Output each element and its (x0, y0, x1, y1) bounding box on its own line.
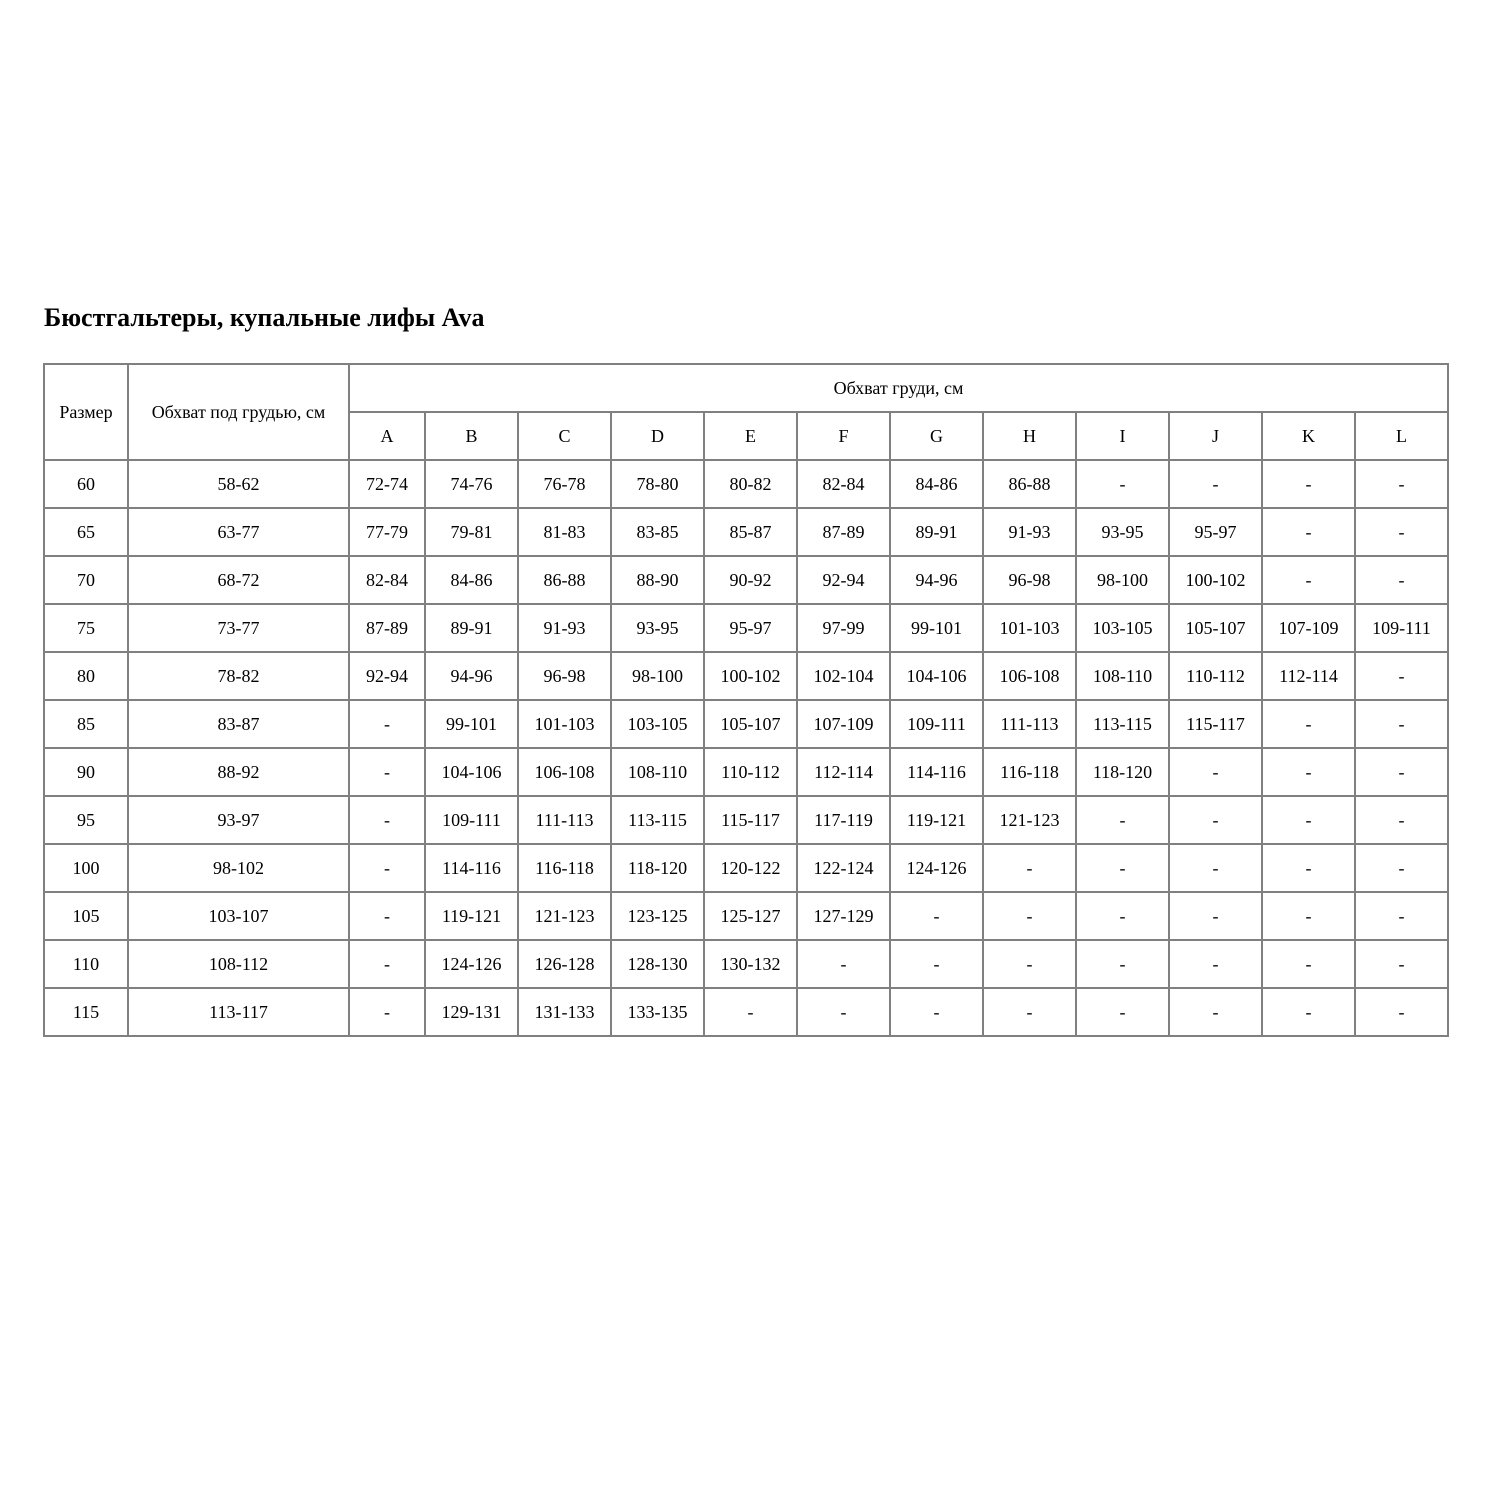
cup-range-cell: 106-108 (518, 748, 611, 796)
cup-range-cell: 112-114 (797, 748, 890, 796)
cup-range-cell: 87-89 (349, 604, 425, 652)
cup-range-cell: 111-113 (518, 796, 611, 844)
cup-range-cell: 79-81 (425, 508, 518, 556)
table-row (44, 700, 1448, 748)
cup-range-cell: 83-85 (611, 508, 704, 556)
cup-range-cell: - (1076, 796, 1169, 844)
size-cell: 110 (44, 940, 128, 988)
cup-range-cell: 109-111 (425, 796, 518, 844)
size-cell: 80 (44, 652, 128, 700)
cup-range-cell: - (349, 844, 425, 892)
cup-range-cell: - (1355, 796, 1448, 844)
header-cup-c: C (518, 412, 611, 460)
header-cup-b: B (425, 412, 518, 460)
cup-range-cell: 128-130 (611, 940, 704, 988)
size-cell: 115 (44, 988, 128, 1036)
cup-range-cell: 113-115 (611, 796, 704, 844)
cup-range-cell: 113-115 (1076, 700, 1169, 748)
cup-range-cell: - (1355, 748, 1448, 796)
cup-range-cell: 110-112 (1169, 652, 1262, 700)
cup-range-cell: 84-86 (425, 556, 518, 604)
cup-range-cell: - (704, 988, 797, 1036)
header-cup-i: I (1076, 412, 1169, 460)
size-cell: 105 (44, 892, 128, 940)
cup-range-cell: 98-100 (1076, 556, 1169, 604)
cup-range-cell: - (1076, 988, 1169, 1036)
table-row (44, 652, 1448, 700)
cup-range-cell: 133-135 (611, 988, 704, 1036)
cup-range-cell: 116-118 (518, 844, 611, 892)
header-cup-h: H (983, 412, 1076, 460)
underbust-cell: 78-82 (128, 652, 349, 700)
underbust-cell: 93-97 (128, 796, 349, 844)
cup-range-cell: 105-107 (704, 700, 797, 748)
cup-range-cell: 131-133 (518, 988, 611, 1036)
cup-range-cell: - (1169, 460, 1262, 508)
table-row (44, 460, 1448, 508)
cup-range-cell: 129-131 (425, 988, 518, 1036)
cup-range-cell: - (1355, 700, 1448, 748)
cup-range-cell: - (1355, 652, 1448, 700)
cup-range-cell: - (797, 940, 890, 988)
cup-range-cell: 108-110 (1076, 652, 1169, 700)
cup-range-cell: 109-111 (890, 700, 983, 748)
cup-range-cell: - (349, 748, 425, 796)
cup-range-cell: 116-118 (983, 748, 1076, 796)
cup-range-cell: 110-112 (704, 748, 797, 796)
cup-range-cell: - (983, 892, 1076, 940)
cup-range-cell: - (1355, 508, 1448, 556)
cup-range-cell: 93-95 (611, 604, 704, 652)
cup-range-cell: 72-74 (349, 460, 425, 508)
underbust-cell: 103-107 (128, 892, 349, 940)
cup-range-cell: - (983, 940, 1076, 988)
size-cell: 75 (44, 604, 128, 652)
cup-range-cell: - (349, 988, 425, 1036)
table-row (44, 748, 1448, 796)
cup-range-cell: 121-123 (983, 796, 1076, 844)
header-row-groups (44, 364, 1448, 412)
cup-range-cell: 93-95 (1076, 508, 1169, 556)
header-cup-k: K (1262, 412, 1355, 460)
cup-range-cell: 111-113 (983, 700, 1076, 748)
underbust-cell: 98-102 (128, 844, 349, 892)
cup-range-cell: 94-96 (425, 652, 518, 700)
cup-range-cell: 80-82 (704, 460, 797, 508)
cup-range-cell: 112-114 (1262, 652, 1355, 700)
cup-range-cell: 100-102 (704, 652, 797, 700)
cup-range-cell: - (1076, 844, 1169, 892)
cup-range-cell: 96-98 (518, 652, 611, 700)
underbust-cell: 83-87 (128, 700, 349, 748)
cup-range-cell: 101-103 (518, 700, 611, 748)
cup-range-cell: 88-90 (611, 556, 704, 604)
underbust-cell: 63-77 (128, 508, 349, 556)
cup-range-cell: - (349, 700, 425, 748)
cup-range-cell: - (1355, 844, 1448, 892)
cup-range-cell: 122-124 (797, 844, 890, 892)
size-cell: 85 (44, 700, 128, 748)
cup-range-cell: 115-117 (704, 796, 797, 844)
cup-range-cell: - (1169, 844, 1262, 892)
size-cell: 95 (44, 796, 128, 844)
cup-range-cell: 99-101 (890, 604, 983, 652)
cup-range-cell: 106-108 (983, 652, 1076, 700)
table-row (44, 988, 1448, 1036)
cup-range-cell: 124-126 (890, 844, 983, 892)
header-bust-group: Обхват груди, см (349, 364, 1448, 412)
cup-range-cell: 89-91 (890, 508, 983, 556)
cup-range-cell: 130-132 (704, 940, 797, 988)
cup-range-cell: 86-88 (983, 460, 1076, 508)
cup-range-cell: - (890, 892, 983, 940)
cup-range-cell: 74-76 (425, 460, 518, 508)
size-cell: 90 (44, 748, 128, 796)
cup-range-cell: 98-100 (611, 652, 704, 700)
table-row (44, 940, 1448, 988)
cup-range-cell: - (1169, 940, 1262, 988)
cup-range-cell: - (1262, 748, 1355, 796)
cup-range-cell: - (349, 796, 425, 844)
cup-range-cell: 125-127 (704, 892, 797, 940)
header-cup-d: D (611, 412, 704, 460)
cup-range-cell: 99-101 (425, 700, 518, 748)
cup-range-cell: 82-84 (797, 460, 890, 508)
cup-range-cell: 87-89 (797, 508, 890, 556)
cup-range-cell: 114-116 (890, 748, 983, 796)
table-row (44, 556, 1448, 604)
cup-range-cell: - (1355, 556, 1448, 604)
cup-range-cell: - (1355, 892, 1448, 940)
cup-range-cell: - (890, 988, 983, 1036)
size-chart-table (43, 363, 1449, 1037)
cup-range-cell: - (1262, 556, 1355, 604)
cup-range-cell: - (1076, 892, 1169, 940)
cup-range-cell: 84-86 (890, 460, 983, 508)
cup-range-cell: 81-83 (518, 508, 611, 556)
cup-range-cell: 101-103 (983, 604, 1076, 652)
cup-range-cell: 100-102 (1169, 556, 1262, 604)
cup-range-cell: 107-109 (1262, 604, 1355, 652)
cup-range-cell: 82-84 (349, 556, 425, 604)
cup-range-cell: 89-91 (425, 604, 518, 652)
cup-range-cell: - (1169, 796, 1262, 844)
table-body (44, 460, 1448, 1036)
cup-range-cell: 108-110 (611, 748, 704, 796)
cup-range-cell: 102-104 (797, 652, 890, 700)
header-size: Размер (44, 364, 128, 460)
table-row (44, 844, 1448, 892)
size-cell: 65 (44, 508, 128, 556)
cup-range-cell: - (890, 940, 983, 988)
underbust-cell: 88-92 (128, 748, 349, 796)
cup-range-cell: 77-79 (349, 508, 425, 556)
cup-range-cell: - (797, 988, 890, 1036)
underbust-cell: 68-72 (128, 556, 349, 604)
cup-range-cell: - (349, 892, 425, 940)
cup-range-cell: 91-93 (983, 508, 1076, 556)
cup-range-cell: 126-128 (518, 940, 611, 988)
underbust-cell: 73-77 (128, 604, 349, 652)
table-row (44, 892, 1448, 940)
cup-range-cell: - (1355, 940, 1448, 988)
cup-range-cell: 119-121 (425, 892, 518, 940)
cup-range-cell: - (1355, 988, 1448, 1036)
underbust-cell: 58-62 (128, 460, 349, 508)
size-cell: 100 (44, 844, 128, 892)
cup-range-cell: 86-88 (518, 556, 611, 604)
cup-range-cell: 118-120 (1076, 748, 1169, 796)
cup-range-cell: 107-109 (797, 700, 890, 748)
header-cup-j: J (1169, 412, 1262, 460)
cup-range-cell: 94-96 (890, 556, 983, 604)
cup-range-cell: 119-121 (890, 796, 983, 844)
cup-range-cell: - (983, 844, 1076, 892)
header-underbust: Обхват под грудью, см (128, 364, 349, 460)
cup-range-cell: - (1262, 988, 1355, 1036)
cup-range-cell: 118-120 (611, 844, 704, 892)
cup-range-cell: 115-117 (1169, 700, 1262, 748)
cup-range-cell: - (1262, 508, 1355, 556)
header-cup-l: L (1355, 412, 1448, 460)
header-cup-a: A (349, 412, 425, 460)
cup-range-cell: 97-99 (797, 604, 890, 652)
cup-range-cell: 117-119 (797, 796, 890, 844)
cup-range-cell: 92-94 (797, 556, 890, 604)
cup-range-cell: 96-98 (983, 556, 1076, 604)
cup-range-cell: 95-97 (704, 604, 797, 652)
header-cup-f: F (797, 412, 890, 460)
cup-range-cell: - (1262, 844, 1355, 892)
page-title: Бюстгальтеры, купальные лифы Ava (44, 303, 485, 332)
cup-range-cell: 104-106 (890, 652, 983, 700)
cup-range-cell: - (1076, 940, 1169, 988)
cup-range-cell: 124-126 (425, 940, 518, 988)
cup-range-cell: - (1262, 460, 1355, 508)
cup-range-cell: 109-111 (1355, 604, 1448, 652)
cup-range-cell: 85-87 (704, 508, 797, 556)
cup-range-cell: 114-116 (425, 844, 518, 892)
cup-range-cell: - (1076, 460, 1169, 508)
cup-range-cell: 105-107 (1169, 604, 1262, 652)
cup-range-cell: 95-97 (1169, 508, 1262, 556)
cup-range-cell: 91-93 (518, 604, 611, 652)
cup-range-cell: - (1169, 748, 1262, 796)
size-cell: 70 (44, 556, 128, 604)
cup-range-cell: - (1262, 700, 1355, 748)
cup-range-cell: 76-78 (518, 460, 611, 508)
underbust-cell: 113-117 (128, 988, 349, 1036)
cup-range-cell: 90-92 (704, 556, 797, 604)
cup-range-cell: 103-105 (611, 700, 704, 748)
table-row (44, 796, 1448, 844)
size-cell: 60 (44, 460, 128, 508)
cup-range-cell: 78-80 (611, 460, 704, 508)
table-row (44, 604, 1448, 652)
table-row (44, 508, 1448, 556)
cup-range-cell: 104-106 (425, 748, 518, 796)
cup-range-cell: - (1169, 988, 1262, 1036)
cup-range-cell: 123-125 (611, 892, 704, 940)
cup-range-cell: 103-105 (1076, 604, 1169, 652)
header-cup-g: G (890, 412, 983, 460)
table-header (44, 364, 1448, 460)
cup-range-cell: - (1262, 940, 1355, 988)
cup-range-cell: 127-129 (797, 892, 890, 940)
cup-range-cell: - (1262, 796, 1355, 844)
cup-range-cell: 121-123 (518, 892, 611, 940)
underbust-cell: 108-112 (128, 940, 349, 988)
cup-range-cell: - (1262, 892, 1355, 940)
header-cup-e: E (704, 412, 797, 460)
cup-range-cell: - (1355, 460, 1448, 508)
cup-range-cell: 92-94 (349, 652, 425, 700)
cup-range-cell: - (349, 940, 425, 988)
cup-range-cell: 120-122 (704, 844, 797, 892)
cup-range-cell: - (1169, 892, 1262, 940)
cup-range-cell: - (983, 988, 1076, 1036)
